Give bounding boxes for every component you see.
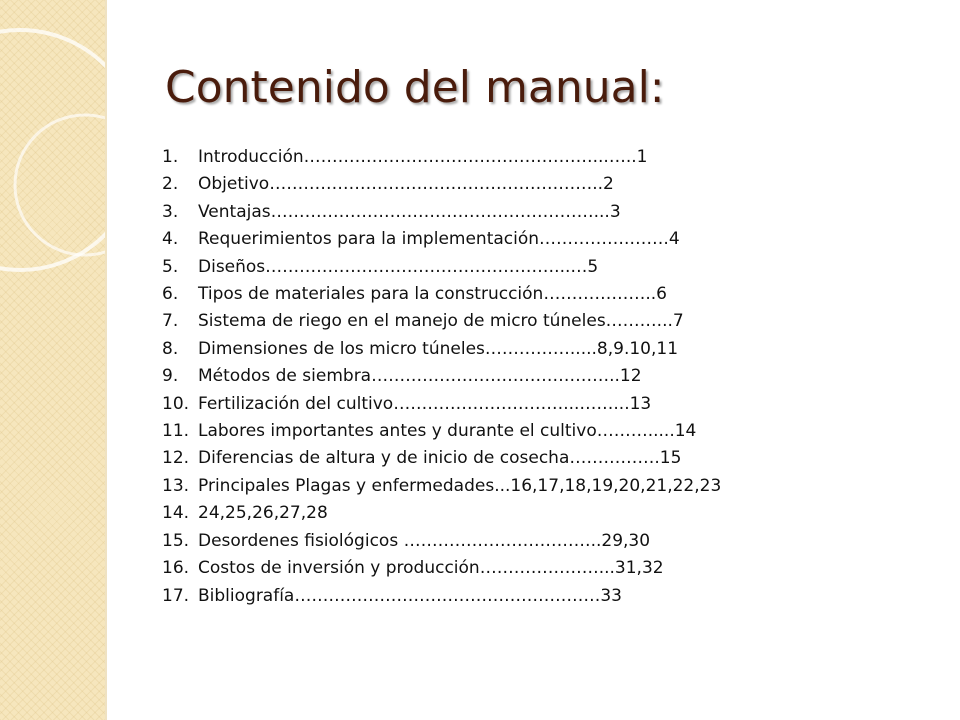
toc-item-text: Principales Plagas y enfermedades...16,17,18,19,20,21,22,23 xyxy=(198,475,722,496)
toc-item-text: Métodos de siembra……………………………………..12 xyxy=(198,366,642,387)
toc-item-number: 11. xyxy=(162,421,190,442)
toc-item xyxy=(162,418,942,445)
toc-item-number: 14. xyxy=(162,503,190,524)
toc-item-text: Introducción……………………………………………...…..1 xyxy=(198,147,648,167)
toc-item-text: Ventajas…………………………………………………...3 xyxy=(198,201,621,222)
toc-item-number: 3. xyxy=(162,201,179,222)
toc-item-number: 4. xyxy=(162,229,179,250)
toc-item-text: Diseños……………………………………………...…5 xyxy=(198,256,599,277)
toc-item-text: Labores importantes antes y durante el cultivo……….....14 xyxy=(198,421,697,442)
toc-item xyxy=(162,199,942,226)
toc-item xyxy=(162,226,942,253)
decorative-circles xyxy=(0,0,105,720)
toc-item xyxy=(162,500,942,527)
toc-item xyxy=(162,391,942,418)
toc-item xyxy=(162,583,942,610)
toc-item-text: Sistema de riego en el manejo de micro túneles………...7 xyxy=(198,311,684,332)
toc-item-number: 8. xyxy=(162,338,179,359)
toc-item-text: Bibliografía………………………………………………33 xyxy=(198,585,622,606)
decorative-side-band xyxy=(0,0,105,720)
toc-item-number: 7. xyxy=(162,311,179,332)
toc-item-number: 12. xyxy=(162,448,190,469)
toc-item-text: Dimensiones de los micro túneles…………….....8,9.10,11 xyxy=(198,338,679,359)
toc-item-number: 15. xyxy=(162,530,190,551)
toc-item-number: 16. xyxy=(162,558,190,579)
toc-item-text: Diferencias de altura y de inicio de cosecha…………….15 xyxy=(198,448,682,469)
toc-item xyxy=(162,336,942,363)
toc-item-text: Desordenes fisiológicos ……………………………..29,30 xyxy=(198,530,651,551)
toc-item-text: Costos de inversión y producción…………………...31,32 xyxy=(198,558,664,579)
toc-item xyxy=(162,281,942,308)
toc-item-number: 9. xyxy=(162,366,179,387)
toc-item xyxy=(162,555,942,582)
toc-item xyxy=(162,445,942,472)
band-divider xyxy=(105,0,107,720)
toc-item-number: 13. xyxy=(162,475,190,496)
toc-item-text: Tipos de materiales para la construcción………………..6 xyxy=(198,284,667,305)
toc-item xyxy=(162,363,942,390)
toc-item-text: Objetivo…………………………………………………..2 xyxy=(198,174,614,195)
toc-item-number: 5. xyxy=(162,256,179,277)
toc-item xyxy=(162,473,942,500)
toc-item-number: 1. xyxy=(162,147,179,167)
toc-item xyxy=(162,528,942,555)
toc-item-text: Fertilización del cultivo…………………………...……...13 xyxy=(198,393,652,414)
toc-item-number: 17. xyxy=(162,585,190,606)
toc-item-number: 6. xyxy=(162,284,179,305)
slide-title: Contenido del manual: xyxy=(165,62,665,113)
toc-item xyxy=(162,254,942,281)
table-of-contents xyxy=(162,144,942,610)
toc-item-number: 2. xyxy=(162,174,179,195)
toc-item xyxy=(162,308,942,335)
toc-item xyxy=(162,171,942,198)
toc-item xyxy=(162,144,942,171)
toc-item-text: Requerimientos para la implementación…………….…….4 xyxy=(198,229,680,250)
toc-item-text: 24,25,26,27,28 xyxy=(198,503,328,524)
toc-item-number: 10. xyxy=(162,393,190,414)
